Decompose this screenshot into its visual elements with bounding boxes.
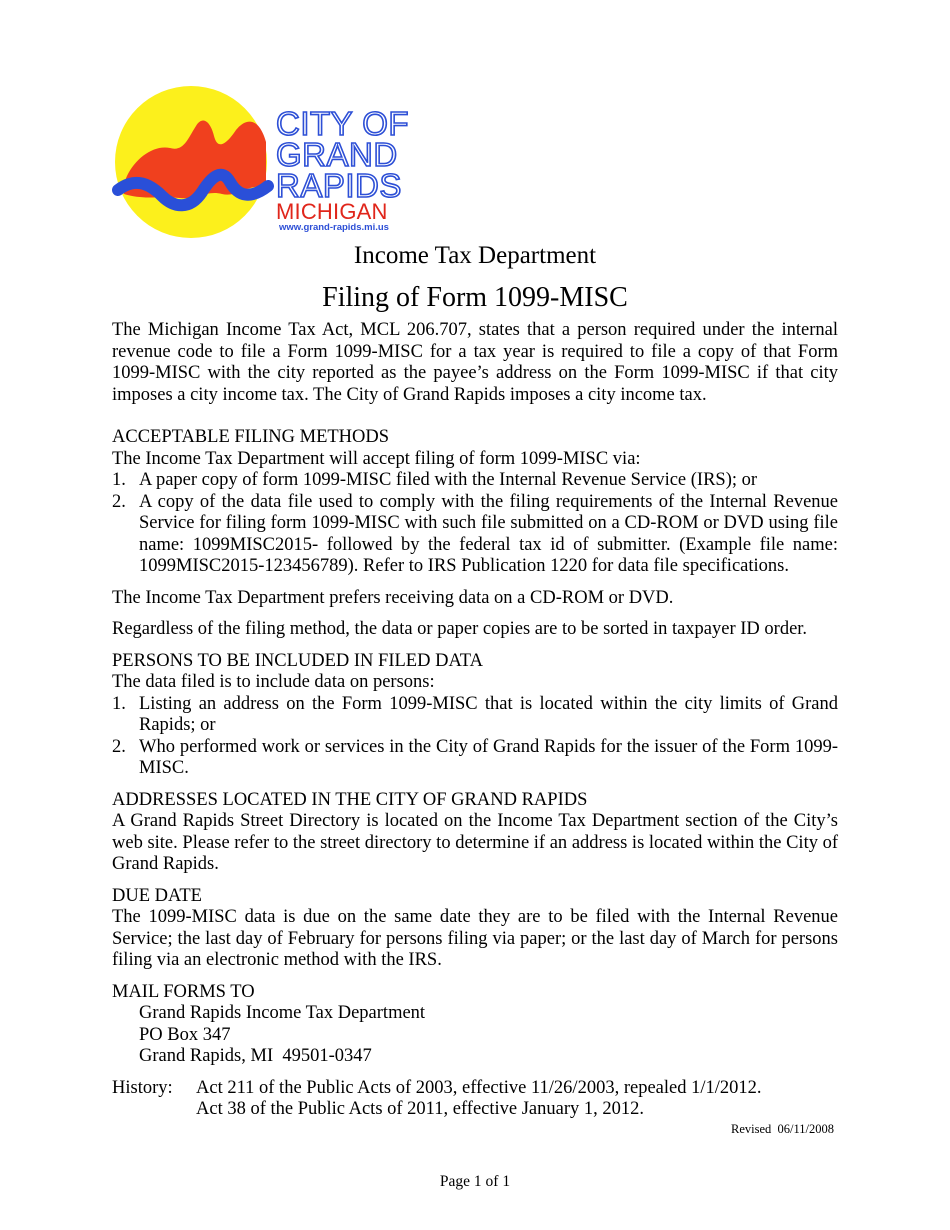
list-item [112, 470, 838, 492]
history-label: History: [112, 1077, 173, 1098]
list-text: Listing an address on the Form 1099-MISC that is located within the city limits of Grand Rapids; or [139, 693, 838, 735]
list-number: 1. [112, 693, 126, 714]
address-line-2: PO Box 347 [139, 1024, 231, 1045]
list-text: Who performed work or services in the City of Grand Rapids for the issuer of the Form 1099-MISC. [139, 736, 838, 778]
list-text: A copy of the data file used to comply with the filing requirements of the Internal Revenue Service for filing form 1099-MISC with such file submitted on a CD-ROM or DVD using file name: 1099MISC2015- followed by the federal tax id of submitter. (Example file name: 1099MISC2015-123456789). Refer to IRS Publication 1220 for data file specifications. [139, 491, 838, 576]
list-item [112, 492, 838, 578]
mail-heading: MAIL FORMS TO [112, 981, 255, 1002]
logo-line-2: GRAND [276, 136, 398, 173]
due-date-heading: DUE DATE [112, 885, 202, 906]
page-number: Page 1 of 1 [439, 1173, 511, 1190]
list-text: A paper copy of form 1099-MISC filed with the Internal Revenue Service (IRS); or [139, 470, 758, 490]
list-item [112, 737, 838, 780]
history-line-2: Act 38 of the Public Acts of 2011, effective January 1, 2012. [196, 1099, 645, 1119]
methods-heading: ACCEPTABLE FILING METHODS [112, 427, 390, 447]
history-lines [196, 1078, 762, 1121]
list-number: 2. [112, 736, 126, 757]
history-section [112, 1078, 838, 1121]
address-line-1: Grand Rapids Income Tax Department [139, 1003, 426, 1023]
city-logo-wordmark [276, 105, 410, 233]
persons-list [112, 694, 838, 780]
mailing-address [112, 1003, 838, 1068]
list-number: 1. [112, 470, 126, 490]
persons-heading: PERSONS TO BE INCLUDED IN FILED DATA [112, 650, 483, 671]
logo-line-4: MICHIGAN [276, 199, 388, 224]
document-body [112, 320, 838, 1121]
department-name: Income Tax Department [353, 242, 597, 269]
persons-lead: The data filed is to include data on persons: [112, 672, 435, 692]
city-logo [110, 82, 430, 242]
methods-preference: The Income Tax Department prefers receiving data on a CD-ROM or DVD. [112, 587, 674, 608]
logo-line-1: CITY OF [276, 105, 410, 142]
list-number: 2. [112, 491, 126, 512]
history-line-1: Act 211 of the Public Acts of 2003, effective 11/26/2003, repealed 1/1/2012. [196, 1077, 762, 1098]
methods-list [112, 470, 838, 578]
page-title: Filing of Form 1099-MISC [322, 282, 628, 313]
methods-lead: The Income Tax Department will accept filing of form 1099-MISC via: [112, 448, 641, 469]
due-date-text: The 1099-MISC data is due on the same date they are to be filed with the Internal Revenue Service; the last day of February for persons filing via paper; or the last day of March for persons filing via an electronic method with the IRS. [112, 907, 838, 970]
logo-url: www.grand-rapids.mi.us [279, 222, 389, 233]
addresses-text: A Grand Rapids Street Directory is located on the Income Tax Department section of the City’s web site. Please refer to the street directory to determine if an address is located within the City of Grand Rapids. [112, 811, 838, 874]
city-logo-emblem [110, 82, 280, 242]
intro-paragraph: The Michigan Income Tax Act, MCL 206.707, states that a person required under the internal revenue code to file a Form 1099-MISC for a tax year is required to file a copy of that Form 1099-MISC with the city reported as the payee’s address on the Form 1099-MISC if that city imposes a city income tax. The City of Grand Rapids imposes a city income tax. [112, 320, 838, 405]
logo-line-3: RAPIDS [276, 167, 402, 204]
addresses-heading: ADDRESSES LOCATED IN THE CITY OF GRAND RAPIDS [112, 789, 588, 810]
revised-date: Revised 06/11/2008 [730, 1122, 834, 1136]
list-item [112, 694, 838, 737]
address-line-3: Grand Rapids, MI 49501-0347 [139, 1046, 372, 1066]
methods-sorting: Regardless of the filing method, the data or paper copies are to be sorted in taxpayer ID order. [112, 619, 808, 639]
